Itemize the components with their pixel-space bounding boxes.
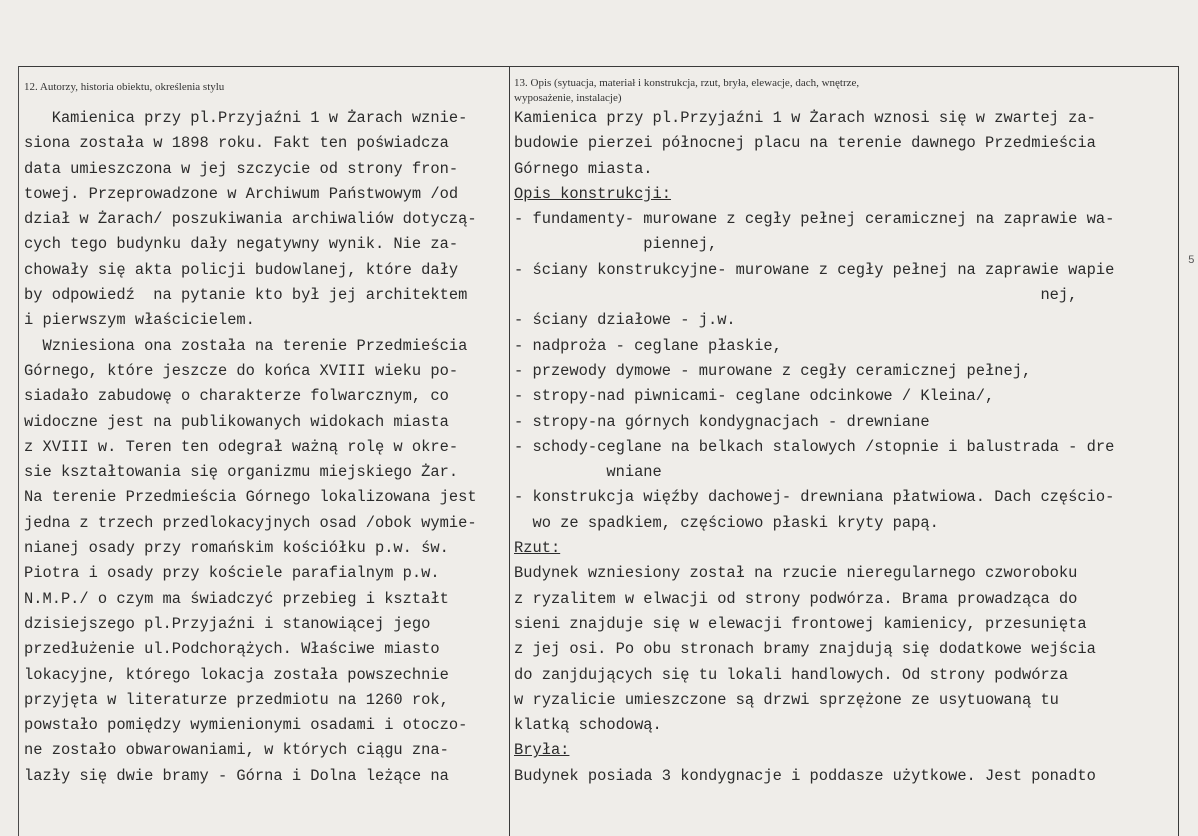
left-text-line-15: sie kształtowania się organizmu miejskiego Żar. [24, 463, 459, 482]
right-text-line-10: - nadproża - ceglane płaskie, [514, 336, 782, 355]
left-text-line-9: i pierwszym właścicielem. [24, 311, 255, 330]
left-text-line-7: chowały się akta policji budowlanej, które dały [24, 260, 459, 279]
right-text-line-12: - stropy-nad piwnicami- ceglane odcinkowe / Kleina/, [514, 387, 995, 406]
right-text-line-1: Kamienica przy pl.Przyjaźni 1 w Żarach wznosi się w zwartej za- [514, 109, 1096, 127]
left-text-line-17: jedna z trzech przedlokacyjnych osad /obok wymie- [24, 513, 477, 532]
right-text-line-27: Budynek posiada 3 kondygnacje i poddasze użytkowe. Jest ponadto [514, 766, 1096, 785]
right-text-line-14: - schody-ceglane na belkach stalowych /stopnie i balustrada - dre [514, 437, 1115, 456]
right-text-line-2: budowie pierzei północnej placu na terenie dawnego Przedmieścia [514, 134, 1096, 153]
left-text-line-16: Na terenie Przedmieścia Górnego lokalizowana jest [24, 488, 477, 507]
right-text-line-25: klatką schodową. [514, 716, 662, 735]
right-text-line-17: wo ze spadkiem, częściowo płaski kryty papą. [514, 513, 939, 532]
section-13-header [514, 76, 1074, 106]
left-text-line-22: przedłużenie ul.Podchorążych. Właściwe miasto [24, 640, 440, 659]
right-text-line-5: - fundamenty- murowane z cegły pełnej ceramicznej na zaprawie wa- [514, 210, 1115, 229]
left-text-line-21: dzisiejszego pl.Przyjaźni i stanowiącej jego [24, 614, 431, 633]
section-12-header: 12. Autorzy, historia obiektu, określenia stylu [24, 81, 225, 93]
right-text-line-13: - stropy-na górnych kondygnacjach - drewniane [514, 412, 930, 431]
right-text-line-7: - ściany konstrukcyjne- murowane z cegły pełnej na zaprawie wapie [514, 260, 1115, 279]
right-text-line-3: Górnego miasta. [514, 159, 653, 178]
left-text-line-3: data umieszczona w jej szczycie od strony fron- [24, 159, 459, 178]
right-text-line-21: sieni znajduje się w elewacji frontowej kamienicy, przesunięta [514, 614, 1087, 633]
left-text-line-18: nianej osady przy romańskim kościółku p.w. św. [24, 539, 449, 558]
right-text-line-15: wniane [514, 463, 662, 482]
form-column-divider [509, 66, 510, 836]
left-text-line-27: lazły się dwie bramy - Górna i Dolna leżące na [24, 766, 449, 785]
left-text-line-23: lokacyjne, którego lokacja została powszechnie [24, 665, 449, 684]
margin-mark: 5 [1188, 255, 1195, 267]
left-text-line-10: Wzniesiona ona została na terenie Przedmieścia [24, 336, 468, 355]
form-left-rule [18, 66, 19, 836]
section-13-header-line-2: wyposażenie, instalacje) [514, 92, 622, 104]
right-text-line-8: nej, [514, 286, 1078, 305]
left-text-line-4: towej. Przeprowadzone w Archiwum Państwowym /od [24, 184, 459, 203]
left-text-line-12: siadało zabudowę o charakterze folwarcznym, co [24, 387, 449, 406]
left-text-line-26: ne zostało obwarowaniami, w których ciągu zna- [24, 741, 449, 760]
right-text-line-18: Rzut: [514, 539, 561, 558]
right-text-line-9: - ściany działowe - j.w. [514, 311, 736, 330]
left-text-line-14: z XVIII w. Teren ten odegrał ważną rolę w okre- [24, 437, 459, 456]
right-text-line-6: piennej, [514, 235, 718, 254]
right-text-line-24: w ryzalicie umieszczone są drzwi sprzężone ze usytuowaną tu [514, 690, 1059, 709]
right-text-line-20: z ryzalitem w elwacji od strony podwórza. Brama prowadząca do [514, 589, 1078, 608]
left-text-line-2: siona została w 1898 roku. Fakt ten poświadcza [24, 134, 449, 153]
left-text-line-24: przyjęta w literaturze przedmiotu na 1260 rok, [24, 690, 449, 709]
right-text-line-11: - przewody dymowe - murowane z cegły ceramicznej pełnej, [514, 361, 1032, 380]
form-top-rule [18, 66, 1178, 67]
left-text-line-19: Piotra i osady przy kościele parafialnym p.w. [24, 564, 440, 583]
right-text-line-16: - konstrukcja więźby dachowej- drewniana płatwiowa. Dach częścio- [514, 488, 1115, 507]
right-text-line-19: Budynek wzniesiony został na rzucie nieregularnego czworoboku [514, 564, 1078, 583]
left-text-line-5: dział w Żarach/ poszukiwania archiwaliów dotyczą- [24, 210, 477, 229]
left-text-line-20: N.M.P./ o czym ma świadczyć przebieg i kształt [24, 589, 449, 608]
left-text-line-8: by odpowiedź na pytanie kto był jej architektem [24, 286, 468, 305]
left-text-line-25: powstało pomiędzy wymienionymi osadami i otoczo- [24, 716, 468, 735]
right-text-line-22: z jej osi. Po obu stronach bramy znajdują się dodatkowe wejścia [514, 640, 1096, 659]
section-13-text [514, 106, 1114, 789]
left-text-line-13: widoczne jest na publikowanych widokach miasta [24, 412, 449, 431]
section-13-header-line-1: 13. Opis (sytuacja, materiał i konstrukcja, rzut, bryła, elewacje, dach, wnętrze, [514, 77, 860, 89]
form-right-rule [1178, 66, 1179, 836]
right-text-line-23: do zanjdujących się tu lokali handlowych. Od strony podwórza [514, 665, 1069, 684]
left-text-line-6: cych tego budynku dały negatywny wynik. Nie za- [24, 235, 459, 254]
left-text-line-1: Kamienica przy pl.Przyjaźni 1 w Żarach wznie- [24, 109, 468, 127]
right-text-line-4: Opis konstrukcji: [514, 184, 672, 203]
section-12-text [24, 106, 477, 789]
right-text-line-26: Bryła: [514, 741, 570, 760]
left-text-line-11: Górnego, które jeszcze do końca XVIII wieku po- [24, 361, 459, 380]
